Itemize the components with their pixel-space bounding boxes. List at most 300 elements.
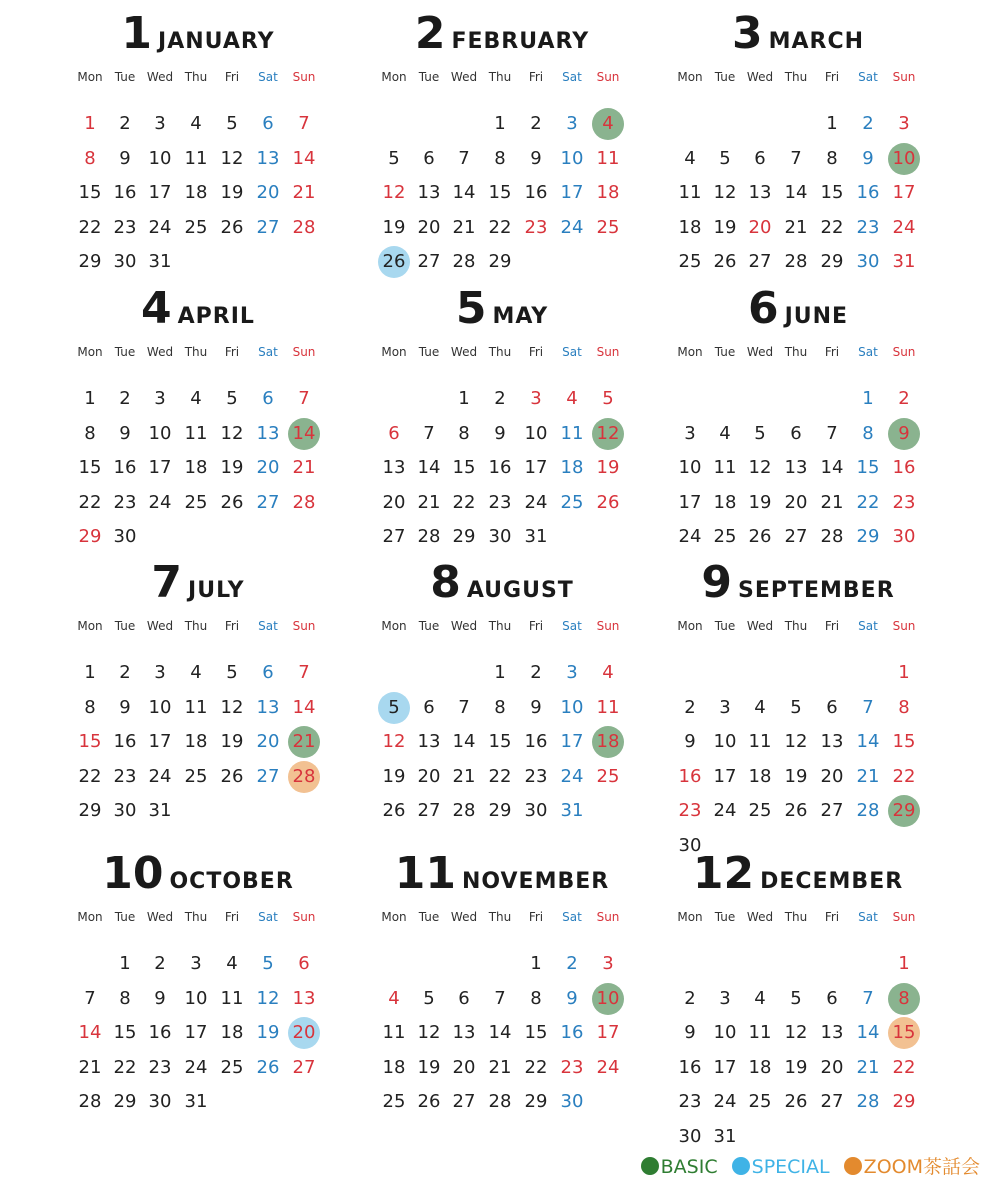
weekday-label: Sun — [892, 910, 916, 924]
day-cell: 25 — [713, 526, 737, 547]
weekday-label: Fri — [824, 70, 840, 84]
weekday-label: Mon — [77, 345, 103, 359]
day-cell: 22 — [856, 491, 880, 513]
day-cell: 28 — [452, 800, 476, 821]
month-number: 9 — [701, 557, 732, 608]
month-name: NOVEMBER — [462, 869, 610, 894]
month-name: JANUARY — [158, 29, 275, 54]
day-cell: 17 — [524, 457, 548, 478]
weekday-label: Sun — [596, 619, 620, 633]
month-name: DECEMBER — [760, 869, 904, 894]
day-cell: 22 — [488, 765, 512, 787]
day-cell: 9 — [862, 147, 874, 169]
day-cell: 18 — [184, 457, 208, 478]
day-cell: 21 — [292, 457, 316, 478]
day-cell: 31 — [148, 251, 172, 272]
day-cell: 13 — [784, 457, 808, 478]
day-cell: 20 — [417, 216, 441, 238]
day-cell: 1 — [84, 388, 96, 409]
day-cell: 8 — [84, 422, 96, 444]
day-cell: 11 — [678, 182, 702, 203]
day-cell: 6 — [790, 422, 802, 444]
weekday-label: Sat — [258, 910, 278, 924]
day-cell: 26 — [596, 491, 620, 513]
day-cell: 23 — [113, 765, 137, 787]
day-cell: 28 — [292, 491, 316, 513]
day-cell: 15 — [892, 731, 916, 752]
day-cell: 20 — [748, 216, 772, 238]
day-cell: 7 — [790, 147, 802, 169]
day-cell: 22 — [524, 1056, 548, 1078]
day-cell: 29 — [488, 251, 512, 272]
weekday-label: Sat — [858, 70, 878, 84]
weekday-label: Sun — [596, 345, 620, 359]
weekday-label: Fri — [224, 345, 240, 359]
day-cell: 15 — [488, 731, 512, 752]
day-cell: 25 — [184, 491, 208, 513]
weekday-label: Mon — [381, 910, 407, 924]
day-cell: 3 — [898, 113, 910, 134]
day-cell: 1 — [898, 662, 910, 683]
day-cell: 14 — [856, 1022, 880, 1043]
day-cell: 23 — [113, 216, 137, 238]
day-cell: 16 — [113, 731, 137, 752]
day-cell: 25 — [184, 216, 208, 238]
day-cell: 12 — [784, 1022, 808, 1043]
day-cell: 26 — [784, 800, 808, 821]
day-cell: 10 — [148, 422, 172, 444]
day-cell: 27 — [452, 1091, 476, 1112]
weekday-label: Thu — [488, 345, 512, 359]
weekday-label: Tue — [714, 70, 736, 84]
weekday-label: Mon — [677, 345, 703, 359]
day-cell: 3 — [530, 388, 542, 409]
day-cell: 25 — [596, 216, 620, 238]
day-cell: 19 — [417, 1056, 441, 1078]
day-cell: 4 — [684, 147, 696, 169]
weekday-label: Fri — [224, 910, 240, 924]
weekday-label: Wed — [450, 910, 478, 924]
day-cell: 5 — [790, 987, 802, 1009]
day-cell: 26 — [417, 1091, 441, 1112]
day-cell: 31 — [892, 251, 916, 272]
day-cell: 3 — [602, 953, 614, 974]
day-cell: 10 — [148, 696, 172, 718]
day-cell: 29 — [452, 526, 476, 547]
day-cell: 12 — [220, 147, 244, 169]
day-cell: 23 — [488, 491, 512, 513]
day-cell: 14 — [452, 731, 476, 752]
day-cell: 24 — [148, 491, 172, 513]
day-cell: 19 — [256, 1022, 280, 1043]
day-cell: 7 — [458, 147, 470, 169]
day-cell: 23 — [892, 491, 916, 513]
weekday-label: Wed — [746, 910, 774, 924]
day-cell-basic: 14 — [288, 418, 320, 450]
day-cell: 30 — [148, 1091, 172, 1112]
day-cell: 20 — [820, 1056, 844, 1078]
day-cell: 20 — [382, 491, 406, 513]
day-cell: 3 — [566, 113, 578, 134]
month-title — [668, 848, 928, 898]
month-title — [68, 848, 328, 898]
day-cell-basic: 8 — [888, 983, 920, 1015]
day-cell: 25 — [382, 1091, 406, 1112]
weekday-label: Mon — [677, 910, 703, 924]
day-cell: 1 — [862, 388, 874, 409]
day-cell: 10 — [713, 731, 737, 752]
day-cell: 20 — [417, 765, 441, 787]
day-cell-basic: 10 — [888, 143, 920, 175]
day-cell: 1 — [826, 113, 838, 134]
day-cell: 10 — [148, 147, 172, 169]
day-cell: 8 — [862, 422, 874, 444]
day-cell: 30 — [678, 1125, 702, 1147]
day-cell: 10 — [560, 696, 584, 718]
weekday-label: Sun — [596, 910, 620, 924]
day-cell: 29 — [78, 251, 102, 272]
day-cell: 21 — [784, 216, 808, 238]
day-cell: 5 — [226, 388, 238, 409]
day-cell: 16 — [678, 765, 702, 787]
day-cell-basic: 4 — [592, 108, 624, 140]
weekday-label: Mon — [677, 619, 703, 633]
day-cell: 11 — [560, 422, 584, 444]
month-number: 2 — [414, 8, 446, 59]
day-cell: 22 — [892, 1056, 916, 1078]
day-cell: 14 — [488, 1022, 512, 1043]
day-cell: 15 — [113, 1022, 137, 1043]
weekday-label: Sat — [258, 619, 278, 633]
day-cell: 20 — [256, 182, 280, 203]
day-cell: 17 — [892, 182, 916, 203]
day-cell: 21 — [856, 765, 880, 787]
day-cell: 3 — [684, 422, 696, 444]
day-cell: 16 — [892, 457, 916, 478]
day-cell: 18 — [713, 491, 737, 513]
day-cell: 26 — [713, 251, 737, 272]
day-cell: 23 — [678, 1091, 702, 1112]
day-cell: 6 — [262, 388, 274, 409]
weekday-label: Mon — [77, 70, 103, 84]
day-cell: 8 — [119, 987, 131, 1009]
day-cell: 1 — [494, 113, 506, 134]
day-cell: 2 — [898, 388, 910, 409]
legend-basic — [641, 1156, 718, 1178]
day-cell: 7 — [458, 696, 470, 718]
weekday-label: Sun — [892, 619, 916, 633]
day-cell: 12 — [784, 731, 808, 752]
month-name: MARCH — [768, 29, 865, 54]
day-cell: 6 — [826, 987, 838, 1009]
day-cell: 3 — [154, 662, 166, 683]
day-cell: 29 — [892, 1091, 916, 1112]
day-cell: 31 — [560, 800, 584, 821]
day-cell: 19 — [382, 765, 406, 787]
day-cell: 17 — [713, 1056, 737, 1078]
weekday-label: Sat — [858, 910, 878, 924]
day-cell: 23 — [113, 491, 137, 513]
weekday-label: Mon — [381, 345, 407, 359]
legend-special-label: SPECIAL — [751, 1156, 830, 1178]
day-cell: 27 — [784, 526, 808, 547]
day-cell: 13 — [417, 731, 441, 752]
day-cell: 11 — [596, 147, 620, 169]
day-cell: 23 — [856, 216, 880, 238]
day-cell: 21 — [417, 491, 441, 513]
day-cell: 8 — [826, 147, 838, 169]
weekday-label: Sat — [258, 345, 278, 359]
day-cell: 6 — [262, 662, 274, 683]
day-cell: 16 — [678, 1056, 702, 1078]
weekday-label: Wed — [746, 345, 774, 359]
day-cell: 4 — [566, 388, 578, 409]
weekday-label: Sat — [562, 619, 582, 633]
month-number: 10 — [102, 848, 164, 899]
day-cell: 16 — [856, 182, 880, 203]
day-cell: 23 — [678, 800, 702, 821]
weekday-label: Thu — [184, 345, 208, 359]
day-cell: 29 — [488, 800, 512, 821]
day-cell: 9 — [684, 1022, 696, 1043]
day-cell: 20 — [256, 457, 280, 478]
day-cell: 27 — [256, 491, 280, 513]
weekday-label: Thu — [488, 910, 512, 924]
day-cell-special: 20 — [288, 1017, 320, 1049]
zoom-dot-icon — [844, 1157, 862, 1175]
weekday-label: Sat — [562, 70, 582, 84]
day-cell: 18 — [748, 1056, 772, 1078]
day-cell: 17 — [148, 457, 172, 478]
day-cell: 22 — [78, 216, 102, 238]
weekday-label: Tue — [114, 345, 136, 359]
day-cell: 15 — [820, 182, 844, 203]
month-number: 12 — [692, 848, 755, 899]
day-cell: 23 — [524, 216, 548, 238]
day-cell: 24 — [148, 765, 172, 787]
weekday-label: Wed — [746, 70, 774, 84]
day-cell: 28 — [292, 216, 316, 238]
day-cell: 21 — [820, 491, 844, 513]
day-cell: 27 — [748, 251, 772, 272]
day-cell: 2 — [684, 987, 696, 1009]
day-cell: 24 — [713, 1091, 737, 1112]
day-cell: 16 — [524, 182, 548, 203]
day-cell: 30 — [892, 526, 916, 547]
day-cell: 22 — [113, 1056, 137, 1078]
day-cell: 7 — [298, 662, 310, 683]
day-cell: 27 — [256, 765, 280, 787]
day-cell: 4 — [754, 696, 766, 718]
day-cell: 5 — [226, 113, 238, 134]
day-cell: 13 — [292, 987, 316, 1009]
month-name: OCTOBER — [169, 869, 294, 894]
day-cell: 12 — [220, 422, 244, 444]
weekday-label: Fri — [528, 910, 544, 924]
day-cell: 29 — [856, 526, 880, 547]
day-cell: 4 — [190, 662, 202, 683]
day-cell: 19 — [382, 216, 406, 238]
day-cell: 28 — [488, 1091, 512, 1112]
day-cell: 4 — [226, 953, 238, 974]
day-cell: 15 — [524, 1022, 548, 1043]
weekday-label: Wed — [450, 619, 478, 633]
day-cell: 12 — [382, 182, 406, 203]
day-cell: 14 — [820, 457, 844, 478]
day-cell: 11 — [184, 147, 208, 169]
day-cell: 30 — [113, 526, 137, 547]
day-cell: 10 — [524, 422, 548, 444]
legend-special — [732, 1156, 830, 1178]
day-cell: 20 — [820, 765, 844, 787]
day-cell: 5 — [719, 147, 731, 169]
day-cell: 3 — [566, 662, 578, 683]
day-cell: 9 — [154, 987, 166, 1009]
month-number: 3 — [731, 8, 763, 59]
weekday-label: Wed — [146, 345, 174, 359]
day-cell: 16 — [524, 731, 548, 752]
legend-basic-label: BASIC — [660, 1156, 718, 1178]
day-cell: 13 — [256, 422, 280, 444]
day-cell: 5 — [754, 422, 766, 444]
day-cell: 25 — [678, 251, 702, 272]
day-cell: 8 — [530, 987, 542, 1009]
day-cell-basic: 21 — [288, 726, 320, 758]
day-cell-basic: 18 — [592, 726, 624, 758]
day-cell: 9 — [530, 147, 542, 169]
day-cell: 10 — [713, 1022, 737, 1043]
day-cell: 1 — [84, 113, 96, 134]
day-cell: 28 — [856, 1091, 880, 1112]
special-dot-icon — [732, 1157, 750, 1175]
day-cell: 12 — [256, 987, 280, 1009]
weekday-label: Mon — [77, 619, 103, 633]
day-cell: 8 — [494, 147, 506, 169]
legend-zoom — [844, 1152, 980, 1179]
day-cell: 31 — [713, 1125, 737, 1147]
weekday-label: Thu — [184, 619, 208, 633]
day-cell: 8 — [84, 147, 96, 169]
day-cell: 26 — [220, 765, 244, 787]
day-cell: 11 — [382, 1022, 406, 1043]
day-cell: 28 — [856, 800, 880, 821]
day-cell: 12 — [748, 457, 772, 478]
day-cell: 10 — [678, 457, 702, 478]
day-cell: 17 — [560, 731, 584, 752]
weekday-label: Tue — [714, 345, 736, 359]
month-name: FEBRUARY — [451, 29, 590, 54]
day-cell-basic: 12 — [592, 418, 624, 450]
weekday-label: Mon — [77, 910, 103, 924]
day-cell: 18 — [382, 1056, 406, 1078]
month-number: 6 — [747, 283, 779, 334]
day-cell: 8 — [898, 696, 910, 718]
day-cell: 17 — [713, 765, 737, 787]
day-cell: 30 — [678, 834, 702, 856]
month-number: 5 — [455, 283, 487, 334]
legend-zoom-label: ZOOM茶話会 — [863, 1156, 980, 1178]
day-cell: 7 — [298, 388, 310, 409]
day-cell: 27 — [382, 526, 406, 547]
day-cell: 4 — [190, 388, 202, 409]
day-cell: 17 — [596, 1022, 620, 1043]
day-cell: 17 — [184, 1022, 208, 1043]
day-cell: 27 — [256, 216, 280, 238]
day-cell: 14 — [452, 182, 476, 203]
day-cell: 12 — [382, 731, 406, 752]
day-cell: 31 — [524, 526, 548, 547]
weekday-label: Tue — [114, 619, 136, 633]
weekday-label: Thu — [184, 70, 208, 84]
day-cell: 30 — [524, 800, 548, 821]
weekday-label: Sat — [858, 345, 878, 359]
day-cell: 21 — [292, 182, 316, 203]
day-cell: 15 — [78, 457, 102, 478]
month-title — [668, 8, 928, 58]
weekday-label: Tue — [418, 70, 440, 84]
day-cell: 22 — [452, 491, 476, 513]
day-cell: 29 — [113, 1091, 137, 1112]
day-cell: 19 — [748, 491, 772, 513]
weekday-label: Fri — [224, 619, 240, 633]
day-cell: 3 — [154, 113, 166, 134]
day-cell: 22 — [892, 765, 916, 787]
day-cell: 11 — [220, 987, 244, 1009]
day-cell: 13 — [382, 457, 406, 478]
day-cell: 1 — [84, 662, 96, 683]
day-cell-special: 26 — [378, 246, 410, 278]
month-name: JUNE — [784, 304, 849, 329]
day-cell: 2 — [154, 953, 166, 974]
day-cell: 30 — [488, 526, 512, 547]
day-cell: 2 — [862, 113, 874, 134]
day-cell: 8 — [494, 696, 506, 718]
day-cell: 9 — [119, 696, 131, 718]
day-cell: 18 — [748, 765, 772, 787]
day-cell: 25 — [220, 1056, 244, 1078]
day-cell: 1 — [530, 953, 542, 974]
day-cell: 5 — [388, 147, 400, 169]
month-title — [372, 283, 632, 333]
month-name: SEPTEMBER — [737, 578, 895, 603]
day-cell: 4 — [190, 113, 202, 134]
day-cell: 5 — [790, 696, 802, 718]
day-cell: 5 — [602, 388, 614, 409]
month-title — [668, 283, 928, 333]
weekday-label: Tue — [418, 345, 440, 359]
day-cell: 25 — [184, 765, 208, 787]
day-cell: 6 — [423, 147, 435, 169]
day-cell-zoom: 28 — [288, 761, 320, 793]
day-cell: 26 — [748, 526, 772, 547]
day-cell: 1 — [494, 662, 506, 683]
weekday-label: Sun — [892, 70, 916, 84]
month-number: 11 — [394, 848, 456, 899]
legend — [633, 1152, 980, 1182]
day-cell: 16 — [113, 457, 137, 478]
day-cell: 2 — [494, 388, 506, 409]
day-cell: 2 — [566, 953, 578, 974]
month-name: JULY — [188, 578, 245, 603]
day-cell: 6 — [458, 987, 470, 1009]
day-cell: 15 — [488, 182, 512, 203]
day-cell: 26 — [784, 1091, 808, 1112]
day-cell: 21 — [856, 1056, 880, 1078]
day-cell: 2 — [530, 113, 542, 134]
day-cell: 1 — [898, 953, 910, 974]
day-cell: 11 — [184, 422, 208, 444]
day-cell: 22 — [488, 216, 512, 238]
